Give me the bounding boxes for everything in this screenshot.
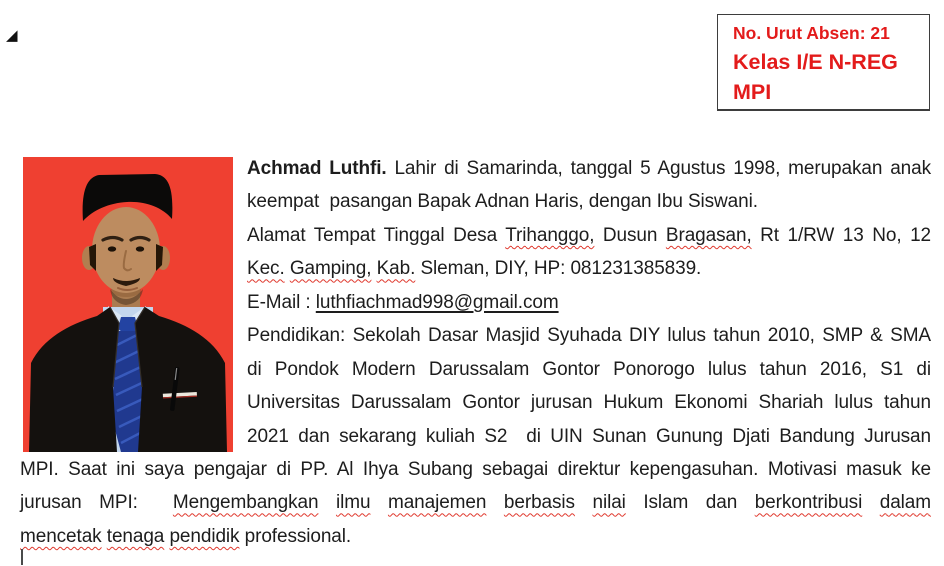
bio-line	[247, 286, 931, 319]
bio-text-segment: 2021 dan sekarang kuliah S2 di UIN Sunan Gunung Djati Bandung Jurusan	[247, 425, 931, 447]
misspelled-word: berkontribusi	[754, 492, 863, 514]
misspelled-word: nilai	[592, 492, 626, 514]
bio-text-segment: Islam dan	[625, 492, 755, 514]
text-cursor[interactable]	[21, 549, 23, 565]
misspelled-word: tenaga	[106, 525, 165, 547]
misspelled-word: dalam	[879, 492, 931, 514]
bio-text-segment: keempat pasangan Bapak Adnan Haris, dengan Ibu Siswani.	[247, 191, 758, 213]
bio-text-segment: professional.	[239, 525, 352, 547]
bio-text-segment: Rt 1/RW 13 No, 12	[751, 224, 932, 246]
corner-marker-icon: ◢	[6, 26, 18, 44]
class-label: Kelas I/E N-REG	[733, 50, 898, 74]
misspelled-word: mencetak	[20, 525, 102, 547]
misspelled-word: ilmu	[335, 492, 371, 514]
bio-text-segment: Pendidikan: Sekolah Dasar Masjid Syuhada DIY lulus tahun 2010, SMP & SMA	[247, 325, 931, 347]
bio-text-segment	[370, 492, 388, 513]
bio-line	[247, 152, 931, 185]
bio-line	[247, 353, 931, 386]
bio-text-segment	[486, 492, 504, 513]
person-name: Achmad Luthfi.	[247, 158, 387, 179]
bio-text-segment: Sleman, DIY, HP: 081231385839.	[415, 258, 702, 280]
misspelled-word: pendidik	[169, 525, 240, 547]
bio-line	[20, 486, 931, 519]
bio-line	[247, 219, 931, 252]
bio-text-segment: Dusun	[594, 224, 666, 246]
bio-text-segment: jurusan MPI:	[20, 492, 173, 514]
bio-line	[20, 520, 931, 553]
bio-text-segment: E-Mail :	[247, 291, 316, 313]
bio-text-segment: MPI. Saat ini saya pengajar di PP. Al Ihya Subang sebagai direktur kepengasuhan. Motivasi masuk ke	[20, 458, 931, 480]
program-label: MPI	[733, 80, 772, 104]
misspelled-word: Kab.	[376, 258, 416, 280]
bio-text-segment	[318, 492, 336, 513]
attendance-info-box	[717, 14, 930, 111]
bio-text-segment	[862, 492, 880, 513]
bio-line	[20, 453, 931, 486]
misspelled-word: Kec.	[247, 258, 285, 280]
bio-line	[247, 386, 931, 419]
bio-line	[247, 185, 931, 218]
misspelled-word: berbasis	[503, 492, 575, 514]
misspelled-word: Bragasan,	[665, 224, 752, 246]
bio-text-segment	[575, 492, 593, 513]
misspelled-word: Mengembangkan	[172, 492, 319, 514]
bio-text-segment: di Pondok Modern Darussalam Gontor Ponorogo lulus tahun 2016, S1 di	[247, 358, 931, 380]
attendance-number: No. Urut Absen: 21	[733, 23, 890, 43]
email-link[interactable]: luthfiachmad998@gmail.com	[315, 291, 559, 313]
bio-line	[247, 319, 931, 352]
misspelled-word: manajemen	[387, 492, 487, 514]
bio-text	[20, 152, 931, 553]
bio-text-segment: Alamat Tempat Tinggal Desa	[247, 224, 506, 246]
bio-line	[247, 420, 931, 453]
misspelled-word: Gamping,	[289, 258, 372, 280]
bio-text-segment: Lahir di Samarinda, tanggal 5 Agustus 1998, merupakan anak	[386, 158, 931, 179]
bio-line	[247, 252, 931, 285]
bio-text-segment: Universitas Darussalam Gontor jurusan Hukum Ekonomi Shariah lulus tahun	[247, 392, 931, 414]
misspelled-word: Trihanggo,	[505, 224, 595, 246]
